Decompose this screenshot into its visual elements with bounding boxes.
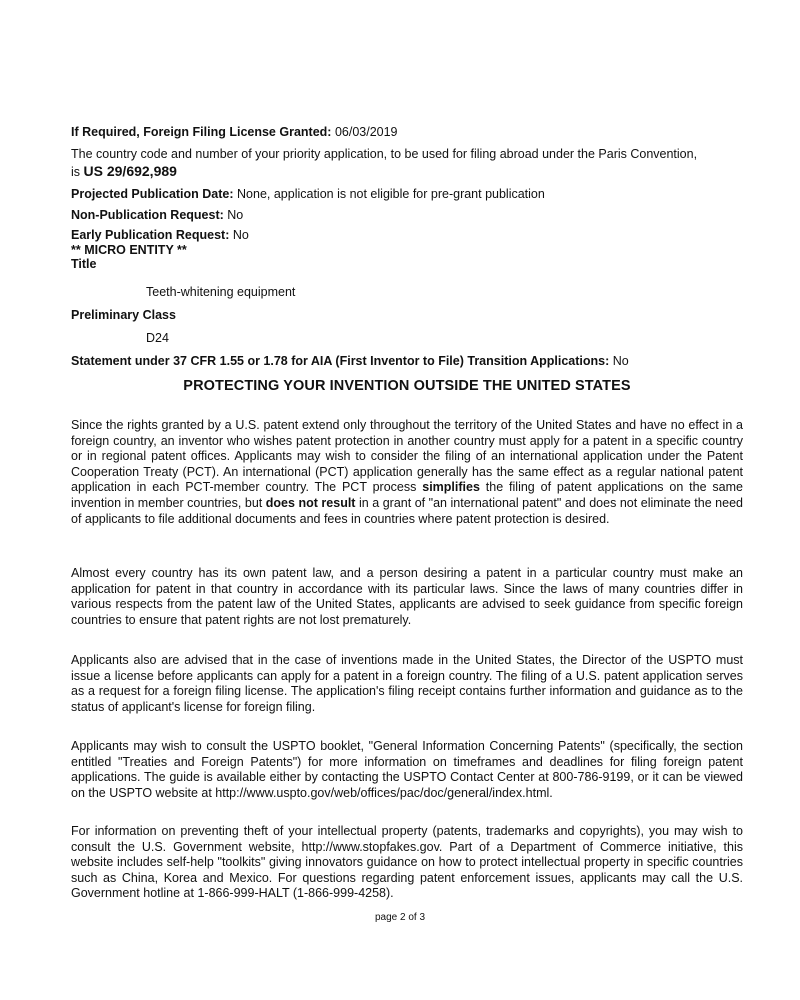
paragraph-uspto-booklet: Applicants may wish to consult the USPTO booklet, "General Information Concerning Patents" (specifically, the section entitled "Treaties and Foreign Patents") for more information on timeframes and deadlines for filing foreign patent applications. The guide is available either by contacting the USPTO Contact Center at 800-786-9199, or it can be viewed on the USPTO website at http://www.uspto.gov/web/offices/pac/doc/general/index.html. [71,739,743,800]
projected-publication-line [71,186,743,202]
statement-value: No [612,354,629,368]
projected-pub-label: Projected Publication Date: [71,187,234,201]
nonpub-label: Non-Publication Request: [71,208,224,222]
title-label: Title [71,257,97,271]
micro-entity: ** MICRO ENTITY ** [71,242,187,257]
foreign-license-line [71,124,743,140]
title-value: Teeth-whitening equipment [146,285,296,299]
early-publication-block [71,228,743,272]
nonpub-value: No [227,208,244,222]
paragraph-stopfakes: For information on preventing theft of your intellectual property (patents, trademarks and copyrights), you may wish to consult the U.S. Government website, http://www.stopfakes.gov. Part of a Department of Commerce initiative, this website includes self-help "toolkits" giving innovators guidance on how to protect intellectual property in specific countries such as China, Korea and Mexico. For questions regarding patent enforcement issues, applicants may call the U.S. Government hotline at 1-866-999-HALT (1-866-999-4258). [71,824,743,901]
early-pub-value: No [232,228,249,242]
prelim-class-value: D24 [146,331,169,345]
statement-label: Statement under 37 CFR 1.55 or 1.78 for AIA (First Inventor to File) Transition Applications: [71,354,610,368]
statement-line [71,353,743,369]
priority-text: The country code and number of your priority application, to be used for filing abroad under the Paris Convention, [71,147,698,161]
p1-does-not-result: does not result [265,495,356,510]
projected-pub-value: None, application is not eligible for pre-grant publication [237,187,545,201]
prelim-class-label: Preliminary Class [71,308,176,322]
section-heading: PROTECTING YOUR INVENTION OUTSIDE THE UNITED STATES [183,378,631,394]
foreign-license-value: 06/03/2019 [334,125,398,139]
early-pub-label: Early Publication Request: [71,228,230,242]
p1-text-e: in a grant of "an international patent" and does not eliminate the need of applicants to file additional documents and fees in countries where patent protection is desired. [71,495,743,526]
paragraph-pct [71,418,743,527]
paragraph-foreign-license: Applicants also are advised that in the case of inventions made in the United States, the Director of the USPTO must issue a license before applicants can apply for a patent in a foreign country. The filing of a U.S. patent application serves as a request for a foreign filing license. The application's filing receipt contains further information and guidance as to the status of applicant's license for foreign filing. [71,653,743,714]
priority-prefix: is [71,165,81,179]
priority-number: US 29/692,989 [83,163,177,179]
priority-application [71,146,743,181]
paragraph-country-laws: Almost every country has its own patent law, and a person desiring a patent in a particular country must make an application for patent in that country in accordance with its particular laws. Since the laws of many countries differ in various respects from the patent law of the United States, applicants are advised to seek guidance from specific foreign countries to ensure that patent rights are not lost prematurely. [71,566,743,627]
page-number: page 2 of 3 [374,912,426,923]
p1-text-c: the filing of patent applications on the same invention in member countries, but [71,480,743,510]
p1-simplifies: simplifies [422,480,480,495]
foreign-license-label: If Required, Foreign Filing License Granted: [71,125,332,139]
p1-text-a: Since the rights granted by a U.S. patent extend only throughout the territory of the United States and have no effect in a foreign country, an inventor who wishes patent protection in another country must apply for a patent in a specific country or in regional patent offices. Applicants may wish to consider the filing of an international application under the Patent Cooperation Treaty (PCT). An international (PCT) application generally has the same effect as a regular national patent application in each PCT-member country. The PCT process [71,418,743,495]
non-publication-line [71,207,743,223]
